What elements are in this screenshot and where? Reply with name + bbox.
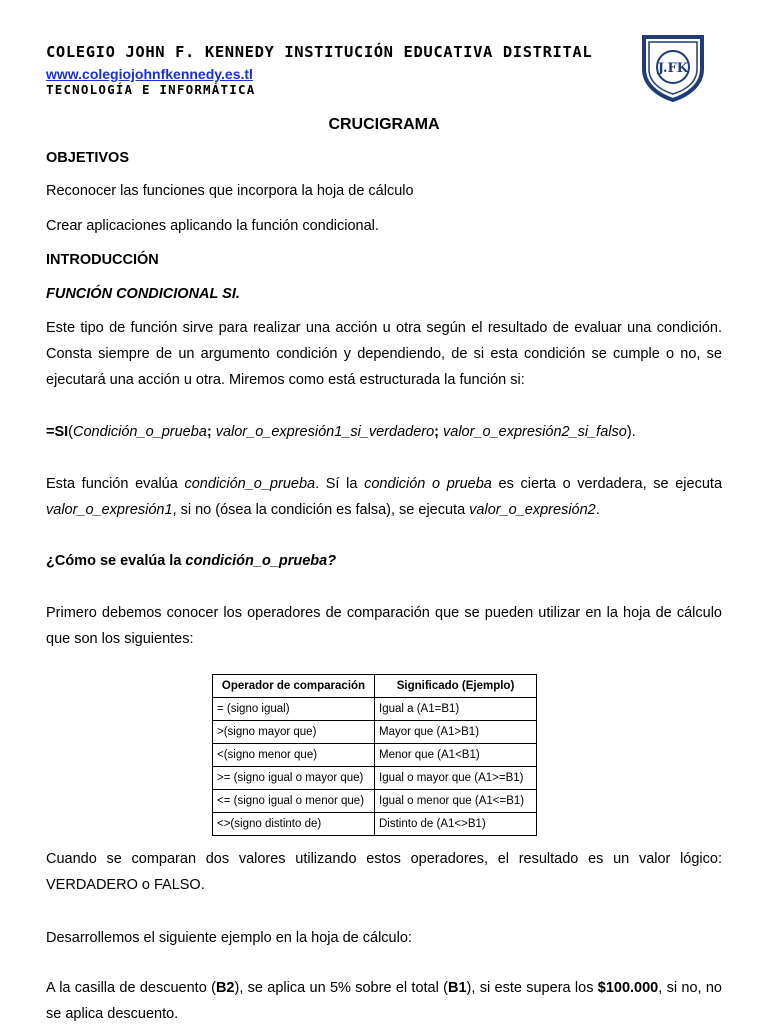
eval-text-3: es cierta o verdadera, se ejecuta [491,476,723,492]
formula-arg3: valor_o_expresión2_si_falso [443,424,627,440]
table-cell: >(signo mayor que) [213,721,375,744]
table-cell: Mayor que (A1>B1) [375,721,537,744]
eval-text-5: . [595,502,600,518]
subject-name: TECNOLOGÍA E INFORMÁTICA [46,82,256,97]
function-description-paragraph: Este tipo de función sirve para realizar una acción u otra según el resultado de evaluar una condición. Consta siempre de un argumento condición y dependiendo, de si esta condición se cumple o no, se ejecutará una acción u otra. Miremos como está estructurada la función si: [46,320,722,388]
table-row [213,744,537,767]
school-website-link[interactable]: www.colegiojohnfkennedy.es.tl [46,66,253,82]
eval-italic-2: condición o prueba [364,476,492,492]
table-cell: Igual o mayor que (A1>=B1) [375,767,537,790]
eval-text-2: . Sí la [315,476,365,492]
eval-text-1: Esta función evalúa [46,476,185,492]
example-intro: Desarrollemos el siguiente ejemplo en la hoja de cálculo: [46,930,412,946]
formula-sep2: ; [434,424,444,440]
formula-arg2: valor_o_expresión1_si_verdadero [215,424,435,440]
table-row [213,790,537,813]
table-cell: Menor que (A1<B1) [375,744,537,767]
table-cell: >= (signo igual o mayor que) [213,767,375,790]
evaluation-question [46,553,722,569]
introduction-heading: INTRODUCCIÓN [46,252,159,268]
example-text-2: ), se aplica un 5% sobre el total ( [234,980,448,996]
formula-arg1: Condición_o_prueba [73,424,207,440]
document-title: CRUCIGRAMA [328,116,440,133]
table-header-row [213,675,537,698]
table-row [213,698,537,721]
table-cell: <= (signo igual o menor que) [213,790,375,813]
conditional-function-heading: FUNCIÓN CONDICIONAL SI. [46,286,240,302]
objective-item-2: Crear aplicaciones aplicando la función condicional. [46,218,379,234]
table-cell: <>(signo distinto de) [213,813,375,836]
table-cell: Distinto de (A1<>B1) [375,813,537,836]
table-cell: Igual a (A1=B1) [375,698,537,721]
table-row [213,767,537,790]
comparison-result-paragraph: Cuando se comparan dos valores utilizando estos operadores, el resultado es un valor lógico: VERDADERO o FALSO. [46,851,722,893]
example-text-1: A la casilla de descuento ( [46,980,216,996]
formula-sep1: ; [206,424,216,440]
table-header-meaning: Significado (Ejemplo) [375,675,537,698]
table-cell: Igual o menor que (A1<=B1) [375,790,537,813]
objective-item-1: Reconocer las funciones que incorpora la hoja de cálculo [46,183,414,199]
objectives-heading: OBJETIVOS [46,150,129,166]
school-name: COLEGIO JOHN F. KENNEDY INSTITUCIÓN EDUCATIVA DISTRITAL [46,43,593,61]
question-text: ¿Cómo se evalúa la [46,553,186,569]
formula-open: ( [68,424,74,440]
eval-italic-3: valor_o_expresión1 [46,502,173,518]
table-cell: = (signo igual) [213,698,375,721]
question-italic: condición_o_prueba? [185,553,337,569]
formula-close: ). [626,424,636,440]
example-bold-3: $100.000 [597,980,659,996]
eval-italic-4: valor_o_expresión2 [469,502,596,518]
document-page [46,0,722,1024]
evaluation-paragraph [46,471,722,523]
example-text-4: , si no, no se aplica descuento. [46,980,723,1022]
example-paragraph [46,975,722,1027]
formula-syntax [46,424,722,440]
logo-letters: J.FK [657,61,689,76]
table-row [213,721,537,744]
example-text-3: ), si este supera los [466,980,598,996]
school-shield-logo [640,33,706,103]
operators-intro-paragraph: Primero debemos conocer los operadores de comparación que se pueden utilizar en la hoja de cálculo que son los siguientes: [46,605,722,647]
eval-italic-1: condición_o_prueba [184,476,316,492]
table-header-operator: Operador de comparación [213,675,375,698]
comparison-operators-table [212,674,537,836]
table-cell: <(signo menor que) [213,744,375,767]
example-bold-1: B2 [215,980,235,996]
eval-text-4: , si no (ósea la condición es falsa), se ejecuta [172,502,470,518]
example-bold-2: B1 [448,980,467,996]
table-row [213,813,537,836]
formula-prefix: =SI [46,424,69,440]
